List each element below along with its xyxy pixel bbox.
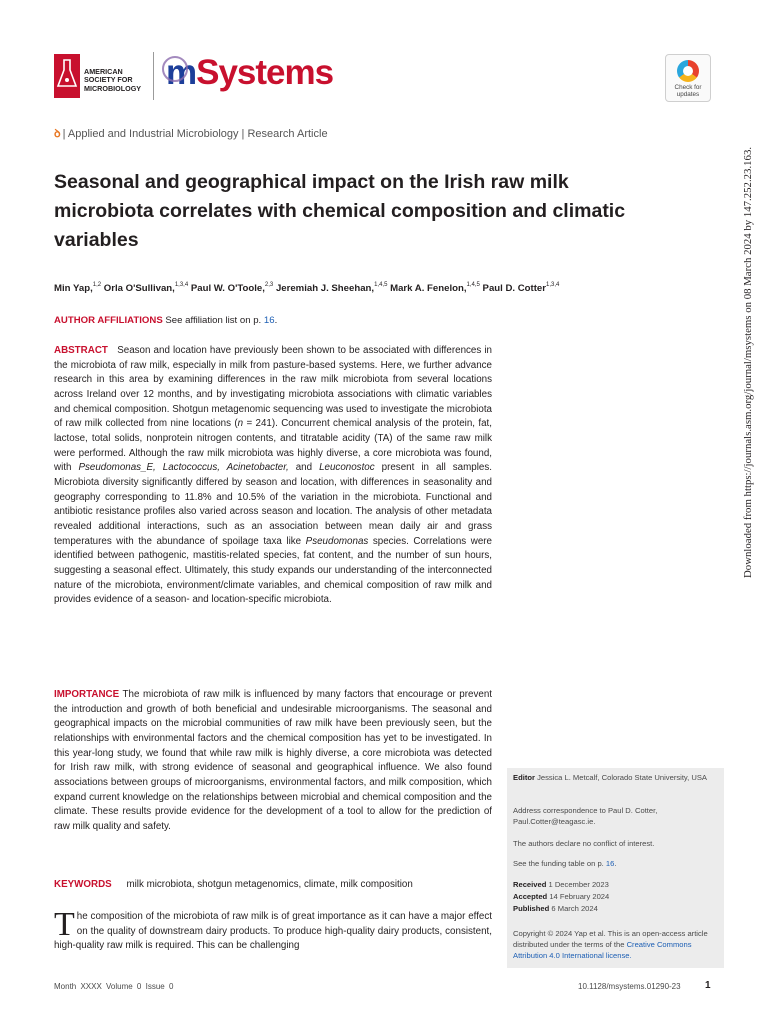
body-paragraph	[54, 906, 492, 954]
accepted-label: Accepted	[513, 892, 548, 901]
society-name-line-3: MICROBIOLOGY	[84, 83, 142, 93]
editor-name: Jessica L. Metcalf, Colorado State University, USA	[537, 773, 708, 782]
received-date	[513, 879, 713, 890]
published-label: Published	[513, 904, 550, 913]
editor-info	[513, 772, 713, 783]
check-updates-line-2: updates	[676, 91, 700, 98]
keywords	[54, 879, 413, 890]
download-watermark-text: Downloaded from https://journals.asm.org/journal/msystems on 08 March 2024 by 147.252.23.163.	[742, 146, 754, 578]
received-value: 1 December 2023	[548, 880, 609, 889]
body-text: he composition of the microbiota of raw milk is of great importance as it can have a major effect on the quality of downstream dairy products. To produce high-quality dairy products, consistent, high-quality raw milk is required. This can be challenging	[54, 911, 492, 952]
check-for-updates-button[interactable]	[665, 54, 711, 102]
crossmark-icon	[677, 60, 699, 82]
abstract-text: species. Correlations were identified between pathogenic, mastitis-related species, fat content, and the number of sun hours, suggesting a seasonal effect. Ultimately, this study expands our understanding of the interconnected nature of the microbiota, environment/climate variables, and chemical composition of raw milk and provides evidence of a season- and location-specific microbiota.	[54, 535, 493, 606]
society-name-line-1: AMERICAN	[84, 67, 123, 76]
category-label: | Applied and Industrial Microbiology | Research Article	[62, 128, 328, 140]
page-number: 1	[705, 980, 711, 991]
copyright-text: Copyright © 2024 Yap et al. This is an open-access article distributed under the terms of the	[513, 929, 708, 949]
footer-issue-info: Month XXXX Volume 0 Issue 0	[54, 982, 174, 991]
received-label: Received	[513, 880, 547, 889]
author-name: Jeremiah J. Sheehan,	[275, 283, 375, 294]
author-name: Min Yap,	[54, 283, 93, 294]
importance-text: The microbiota of raw milk is influenced by many factors that encourage or prevent the introduction and growth of both beneficial and undesirable microorganisms. The seasonal and geographical impacts on the microbial communities of raw milk have been previously seen, but the relationships with environmental factors and the chemical composition has yet to be investigated. In this year-long study, we found that while raw milk is highly diverse, a core microbiota was detected for Irish raw milk, with strong evidence of seasonal and geographical influence. We also found associations between groups of microorganisms, environmental factors, and milk composition, which expand current knowledge on the relationships between microbial and chemical composition and the climate. These results provide evidence for the development of a tool to allow for the prediction of raw milk quality and safety.	[54, 689, 492, 832]
author-affil-sup: 1,3,4	[545, 282, 560, 288]
accepted-date	[513, 891, 713, 902]
funding-page-link[interactable]: 16	[605, 859, 615, 868]
author-affil-sup: 1,3,4	[174, 282, 189, 288]
published-date	[513, 903, 713, 914]
author-affil-sup: 1,2	[92, 282, 102, 288]
check-updates-line-1: Check for	[674, 84, 702, 91]
author-name: Paul D. Cotter	[482, 283, 546, 294]
abstract-text: Season and location have previously been shown to be associated with differences in the microbiota of raw milk, especially in milk from pasture-based systems. Here, we further advance research in this area by examining differences in the raw milk microbiota from several locations across Ireland over 12 months, and by investigating microbiota associations with climatic variables and chemical composition. Shotgun metagenomic sequencing was used to investigate the microbiota of raw milk collected from nine locations (	[54, 345, 492, 430]
abstract-label: ABSTRACT	[54, 345, 108, 356]
journal-logo-name: Systems	[196, 53, 334, 92]
abstract-n: n	[237, 418, 244, 430]
society-name-line-2: SOCIETY FOR	[84, 75, 133, 85]
author-affil-sup: 2,3	[264, 282, 274, 288]
keywords-label: KEYWORDS	[54, 879, 112, 890]
abstract-taxa: Pseudomonas	[305, 535, 369, 547]
affiliations-page-link[interactable]: 16	[263, 315, 275, 326]
accepted-value: 14 February 2024	[549, 892, 610, 901]
copyright-notice	[513, 928, 713, 961]
abstract-taxa: Pseudomonas_E, Lactococcus, Acinetobacter,	[78, 462, 289, 474]
author-affil-sup: 1,4,5	[374, 282, 388, 288]
asm-flask-icon	[54, 54, 80, 98]
editor-label: Editor	[513, 773, 535, 782]
funding-info: See the funding table on p. 16.	[513, 859, 617, 868]
conflict-statement: The authors declare no conflict of interest.	[513, 839, 655, 848]
open-access-icon: ꝺ	[54, 128, 61, 140]
footer-doi-link[interactable]: 10.1128/msystems.01290-23	[578, 982, 681, 991]
asm-logo	[54, 54, 146, 100]
keywords-text: milk microbiota, shotgun metagenomics, climate, milk composition	[126, 879, 413, 890]
drop-cap: T	[54, 906, 75, 943]
journal-logo	[166, 53, 333, 97]
journal-logo-prefix: m	[166, 53, 197, 92]
author-list	[54, 283, 694, 294]
importance	[54, 688, 492, 835]
article-category	[54, 126, 328, 141]
correspondence-info: Address correspondence to Paul D. Cotter, Paul.Cotter@teagasc.ie.	[513, 806, 658, 826]
published-value: 6 March 2024	[551, 904, 598, 913]
author-name: Paul W. O'Toole,	[190, 283, 265, 294]
author-name: Mark A. Fenelon,	[390, 283, 467, 294]
article-title: Seasonal and geographical impact on the Irish raw milk microbiota correlates with chemical composition and climatic variables	[54, 171, 626, 251]
affiliations-text: See affiliation list on p.	[165, 315, 262, 326]
article-info-sidebar	[507, 768, 724, 968]
affiliations-label: AUTHOR AFFILIATIONS	[54, 315, 163, 326]
abstract-text: present in all samples. Microbiota diversity significantly differed by season and location, with differences in seasonality and geography corresponding to 11.8% and 10.5% of the variation in the microbiota. Functional and antibiotic resistance profiles also varied across season and location. The analysis of other metadata revealed additional interactions, such as an association between mean daily air and grass temperatures with the abundance of spoilage taxa like	[54, 462, 492, 547]
author-affil-sup: 1,4,5	[466, 282, 480, 288]
author-affiliations: AUTHOR AFFILIATIONS See affiliation list on p. 16.	[54, 315, 278, 326]
author-name: Orla O'Sullivan,	[103, 283, 175, 294]
journal-logo-ring	[162, 56, 188, 82]
license-link[interactable]: Creative Commons Attribution 4.0 International license.	[513, 940, 692, 960]
abstract-text: and	[288, 462, 320, 474]
abstract-text: = 241). Concurrent chemical analysis of the protein, fat, lactose, total solids, nonprotein nitrogen contents, and titratable acidity (TA) of the same raw milk were performed. Although the raw milk microbiota was highly diverse, a core microbiota was found, with	[54, 418, 492, 474]
logo-divider	[153, 52, 154, 100]
abstract-taxa: Leuconostoc	[319, 462, 375, 474]
funding-text: See the funding table on p.	[513, 859, 604, 868]
importance-label: IMPORTANCE	[54, 689, 120, 700]
abstract	[54, 344, 492, 608]
